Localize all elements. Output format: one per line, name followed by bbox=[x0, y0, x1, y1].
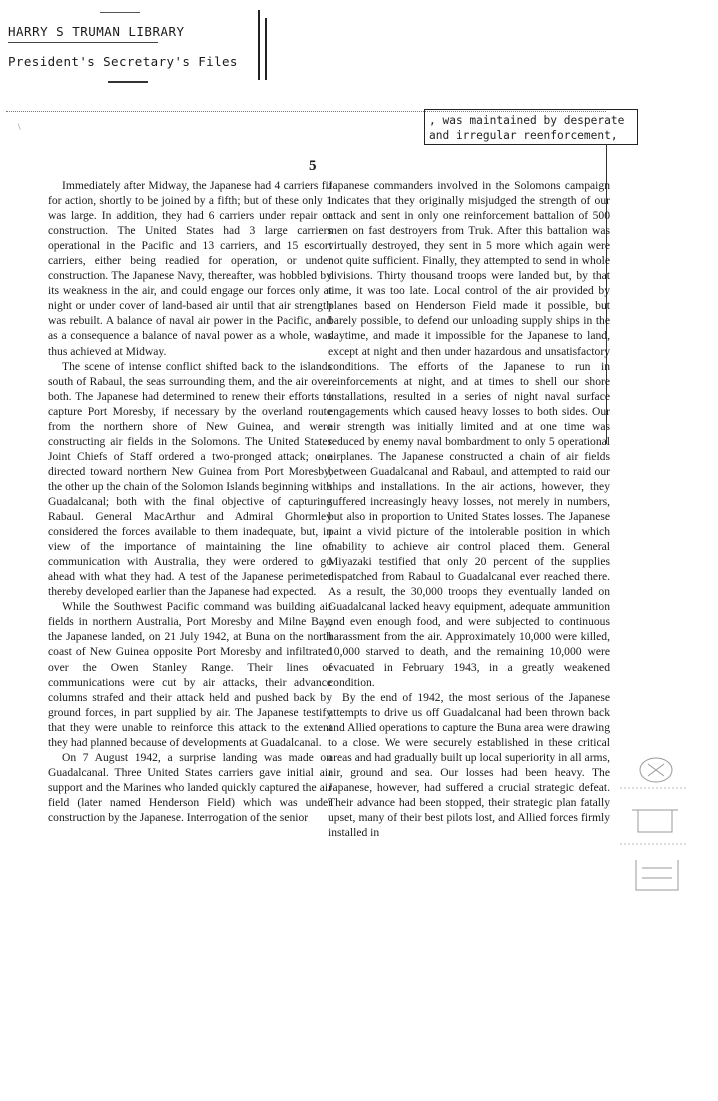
header-bracket bbox=[258, 10, 260, 80]
paragraph: The scene of intense conflict shifted back to the islands south of Rabaul, the seas surrounding them, and the air over both. The Japanese had determined to renew their efforts to capture Port Moresby, if necessary by the overland route from the northern shore of New Guinea, and were constructing air fields in the Solomons. The United States Joint Chiefs of Staff ordered a two-pronged attack; one directed toward northern New Guinea from Port Moresby, the other up the chain of the Solomon Islands beginning with Guadalcanal; both with the final objective of capturing Rabaul. General MacArthur and Admiral Ghormley considered the forces available to them inadequate, but, in view of the importance of maintaining the line of communication with Australia, they were ordered to go ahead with what they had. A test of the Japanese perimeter thereby developed earlier than the Japanese had expected. bbox=[48, 359, 332, 599]
page-number: 5 bbox=[309, 158, 317, 174]
insert-line: , was maintained by desperate bbox=[429, 114, 625, 127]
header-rule-top bbox=[100, 12, 140, 13]
left-column bbox=[48, 178, 332, 825]
header-rule-bottom bbox=[108, 81, 148, 83]
paragraph: On 7 August 1942, a surprise landing was made on Guadalcanal. Three United States carriers gave initial air support and the Marines who landed quickly captured the air field (later named Henderson Field) which was under construction by the Japanese. Interrogation of the senior bbox=[48, 750, 332, 824]
paragraph: By the end of 1942, the most serious of the Japanese attempts to drive us off Guadalcanal had been thrown back and Allied operations to capture the Buna area were drawing to a close. We were securely established in these critical areas and had gradually built up local superiority in all arms, air, ground and sea. Our losses had been heavy. The Japanese, however, had suffered a crucial strategic defeat. Their advance had been stopped, their strategic plan fatally upset, many of their best pilots lost, and Allied forces firmly installed in bbox=[328, 690, 610, 840]
collection-stamp: President's Secretary's Files bbox=[8, 54, 238, 69]
library-stamp: HARRY S TRUMAN LIBRARY bbox=[8, 24, 185, 39]
typed-insert-note bbox=[424, 109, 638, 145]
paragraph: While the Southwest Pacific command was building air fields in northern Australia, Port Moresby and Milne Bay, the Japanese landed, on 21 July 1942, at Buna on the north coast of New Guinea opposite Port Moresby and infiltrated over the Owen Stanley Range. Their lines of communications were cut by air attacks, their advance columns strafed and their attack held and pushed back by ground forces, in part supplied by air. The Japanese testify that they were unable to reinforce this attack to the extent they had planned because of developments at Guadalcanal. bbox=[48, 600, 332, 749]
margin-tick: \ bbox=[18, 122, 21, 132]
header-bracket bbox=[265, 18, 267, 80]
margin-stamp-mark bbox=[618, 740, 706, 900]
right-column bbox=[328, 178, 610, 840]
paragraph: Japanese commanders involved in the Solomons campaign indicates that they originally misjudged the strength of our attack and sent in only one reinforcement battalion of 500 men on fast destroyers from Truk. After this battalion was virtually destroyed, they sent in 5 more which again were not quite sufficient. Finally, they attempted to send in whole divisions. Thirty thousand troops were landed but, by that time, it was too late. Local control of the air provided by planes based on Henderson Field made it possible, but barely possible, to defend our unloading supply ships in the daytime, and made it impossible for the Japanese to land, except at night and then under hazardous and unsatisfactory conditions. The efforts of the Japanese to run in reinforcements at night, and at times to shell our shore installations, resulted in a series of night naval surface engagements which caused heavy losses to both sides. Our air strength was initially limited and at one time was reduced by enemy naval bombardment to only 5 operational airplanes. The Japanese constructed a chain of air fields between Guadalcanal and Rabaul, and attempted to raid our ships and installations. In the air actions, however, they suffered increasingly heavy losses, not merely in numbers, but also in proportion to United States losses. The Japanese paint a vivid picture of the intolerable position in which inability to achieve air control placed them. General Miyazaki testified that only 20 percent of the supplies dispatched from Rabaul to Guadalcanal ever reached there. As a result, the 30,000 troops they eventually landed on Guadalcanal lacked heavy equipment, adequate ammunition and even enough food, and were subjected to continuous harassment from the air. Approximately 10,000 were killed, 10,000 starved to death, and the remaining 10,000 were evacuated in February 1943, in a greatly weakened condition. bbox=[328, 179, 610, 689]
header-rule-middle bbox=[8, 42, 158, 43]
insert-line: and irregular reenforcement, bbox=[429, 129, 618, 142]
paragraph: Immediately after Midway, the Japanese had 4 carriers fit for action, shortly to be joined by a fifth; but of these only 1 was large. In addition, they had 6 carriers under repair or construction. The United States had 3 large carriers operational in the Pacific and 13 carriers, and 15 escort carriers, either being readied for operation, or under construction. The Japanese Navy, thereafter, was hobbled by its weakness in the air, and could engage our forces only at night or under cover of land-based air until that air strength was rebuilt. A balance of naval air power in the Pacific, and as a consequence a balance of naval power as a whole, was thus achieved at Midway. bbox=[48, 179, 332, 358]
